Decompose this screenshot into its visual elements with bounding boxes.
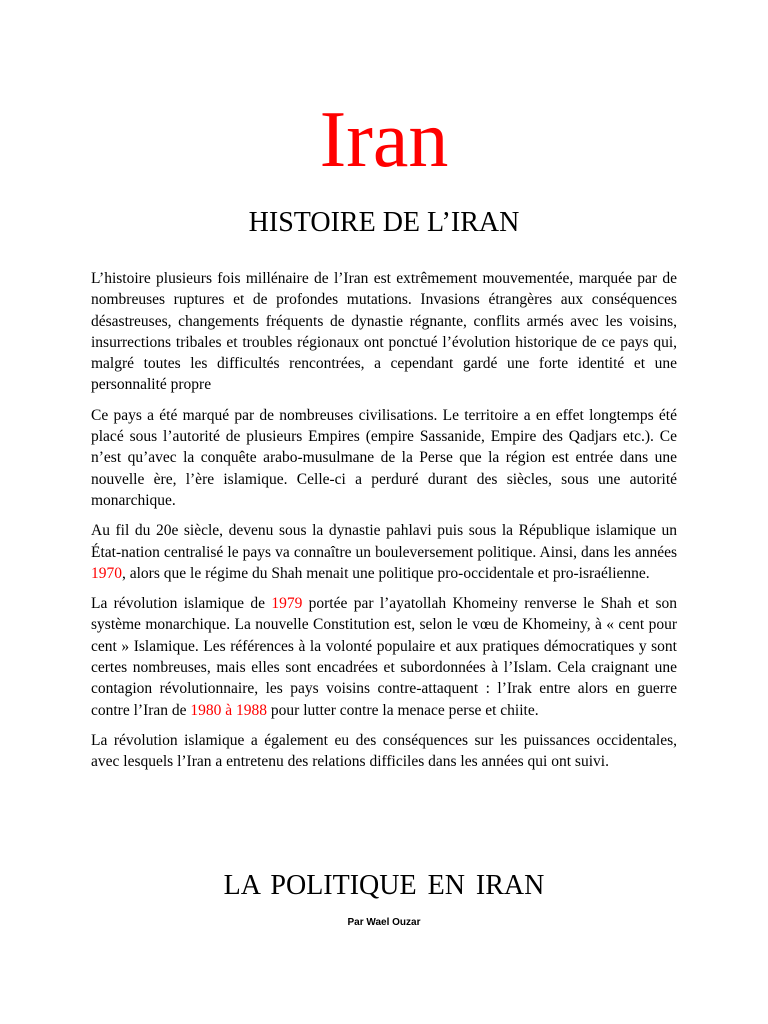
paragraph-history-intro: L’histoire plusieurs fois millénaire de l’Iran est extrêmement mouvementée, marquée par de nombreuses ruptures et de profondes mutations. Invasions étrangères aux conséquences désastreuses, changements fréquents de dynastie régnante, conflits armés avec les voisins, insurrections tribales et troubles régionaux ont ponctué l’évolution historique de ce pays qui, malgré toutes les difficultés rencontrées, a cependant gardé une forte identité et une personnalité propre bbox=[91, 270, 677, 394]
body-text bbox=[91, 268, 677, 782]
paragraph-text: , alors que le régime du Shah menait une politique pro-occidentale et pro-israélienne. bbox=[122, 564, 650, 582]
highlighted-connector: à bbox=[221, 701, 237, 719]
paragraph-20th-century bbox=[91, 520, 677, 584]
highlighted-year: 1988 bbox=[236, 701, 268, 719]
paragraph-revolution bbox=[91, 593, 677, 721]
author-byline: Par Wael Ouzar bbox=[347, 917, 421, 928]
paragraph-text: pour lutter contre la menace perse et chiite. bbox=[267, 701, 539, 719]
document-title: Iran bbox=[319, 96, 449, 184]
paragraph-civilisations: Ce pays a été marqué par de nombreuses civilisations. Le territoire a en effet longtemps été placé sous l’autorité de plusieurs Empires (empire Sassanide, Empire des Qadjars etc.). Ce n’est qu’avec la conquête arabo-musulmane de la Perse que la région est entrée dans une nouvelle ère, l’ère islamique. Celle-ci a perduré durant des siècles, sous une autorité monarchique. bbox=[91, 406, 677, 509]
paragraph-consequences: La révolution islamique a également eu des conséquences sur les puissances occidentales, avec lesquels l’Iran a entretenu des relations difficiles dans les années qui ont suivi. bbox=[91, 731, 677, 771]
document-subtitle: HISTOIRE DE L’IRAN bbox=[248, 207, 520, 238]
paragraph-text: Au fil du 20e siècle, devenu sous la dynastie pahlavi puis sous la République islamique un État-nation centralisé le pays va connaître un bouleversement politique. Ainsi, dans les années bbox=[91, 522, 677, 561]
highlighted-year: 1979 bbox=[271, 595, 303, 613]
highlighted-year: 1980 bbox=[190, 701, 222, 719]
paragraph-text: portée par l’ayatollah Khomeiny renverse le Shah et son système monarchique. La nouvelle Constitution est, selon le vœu de Khomeiny, à « cent pour cent » Islamique. Les références à la volonté populaire et aux pratiques démocratiques y sont certes nombreuses, mais elles sont encadrées et subordonnées à l’Islam. Cela craignant une contagion révolutionnaire, les pays voisins contre-attaquent : l’Irak entre alors en guerre contre l’Iran de bbox=[91, 595, 677, 719]
section-title: LA POLITIQUE EN IRAN bbox=[223, 870, 545, 901]
paragraph-text: La révolution islamique de bbox=[91, 595, 272, 613]
highlighted-year: 1970 bbox=[91, 564, 122, 582]
